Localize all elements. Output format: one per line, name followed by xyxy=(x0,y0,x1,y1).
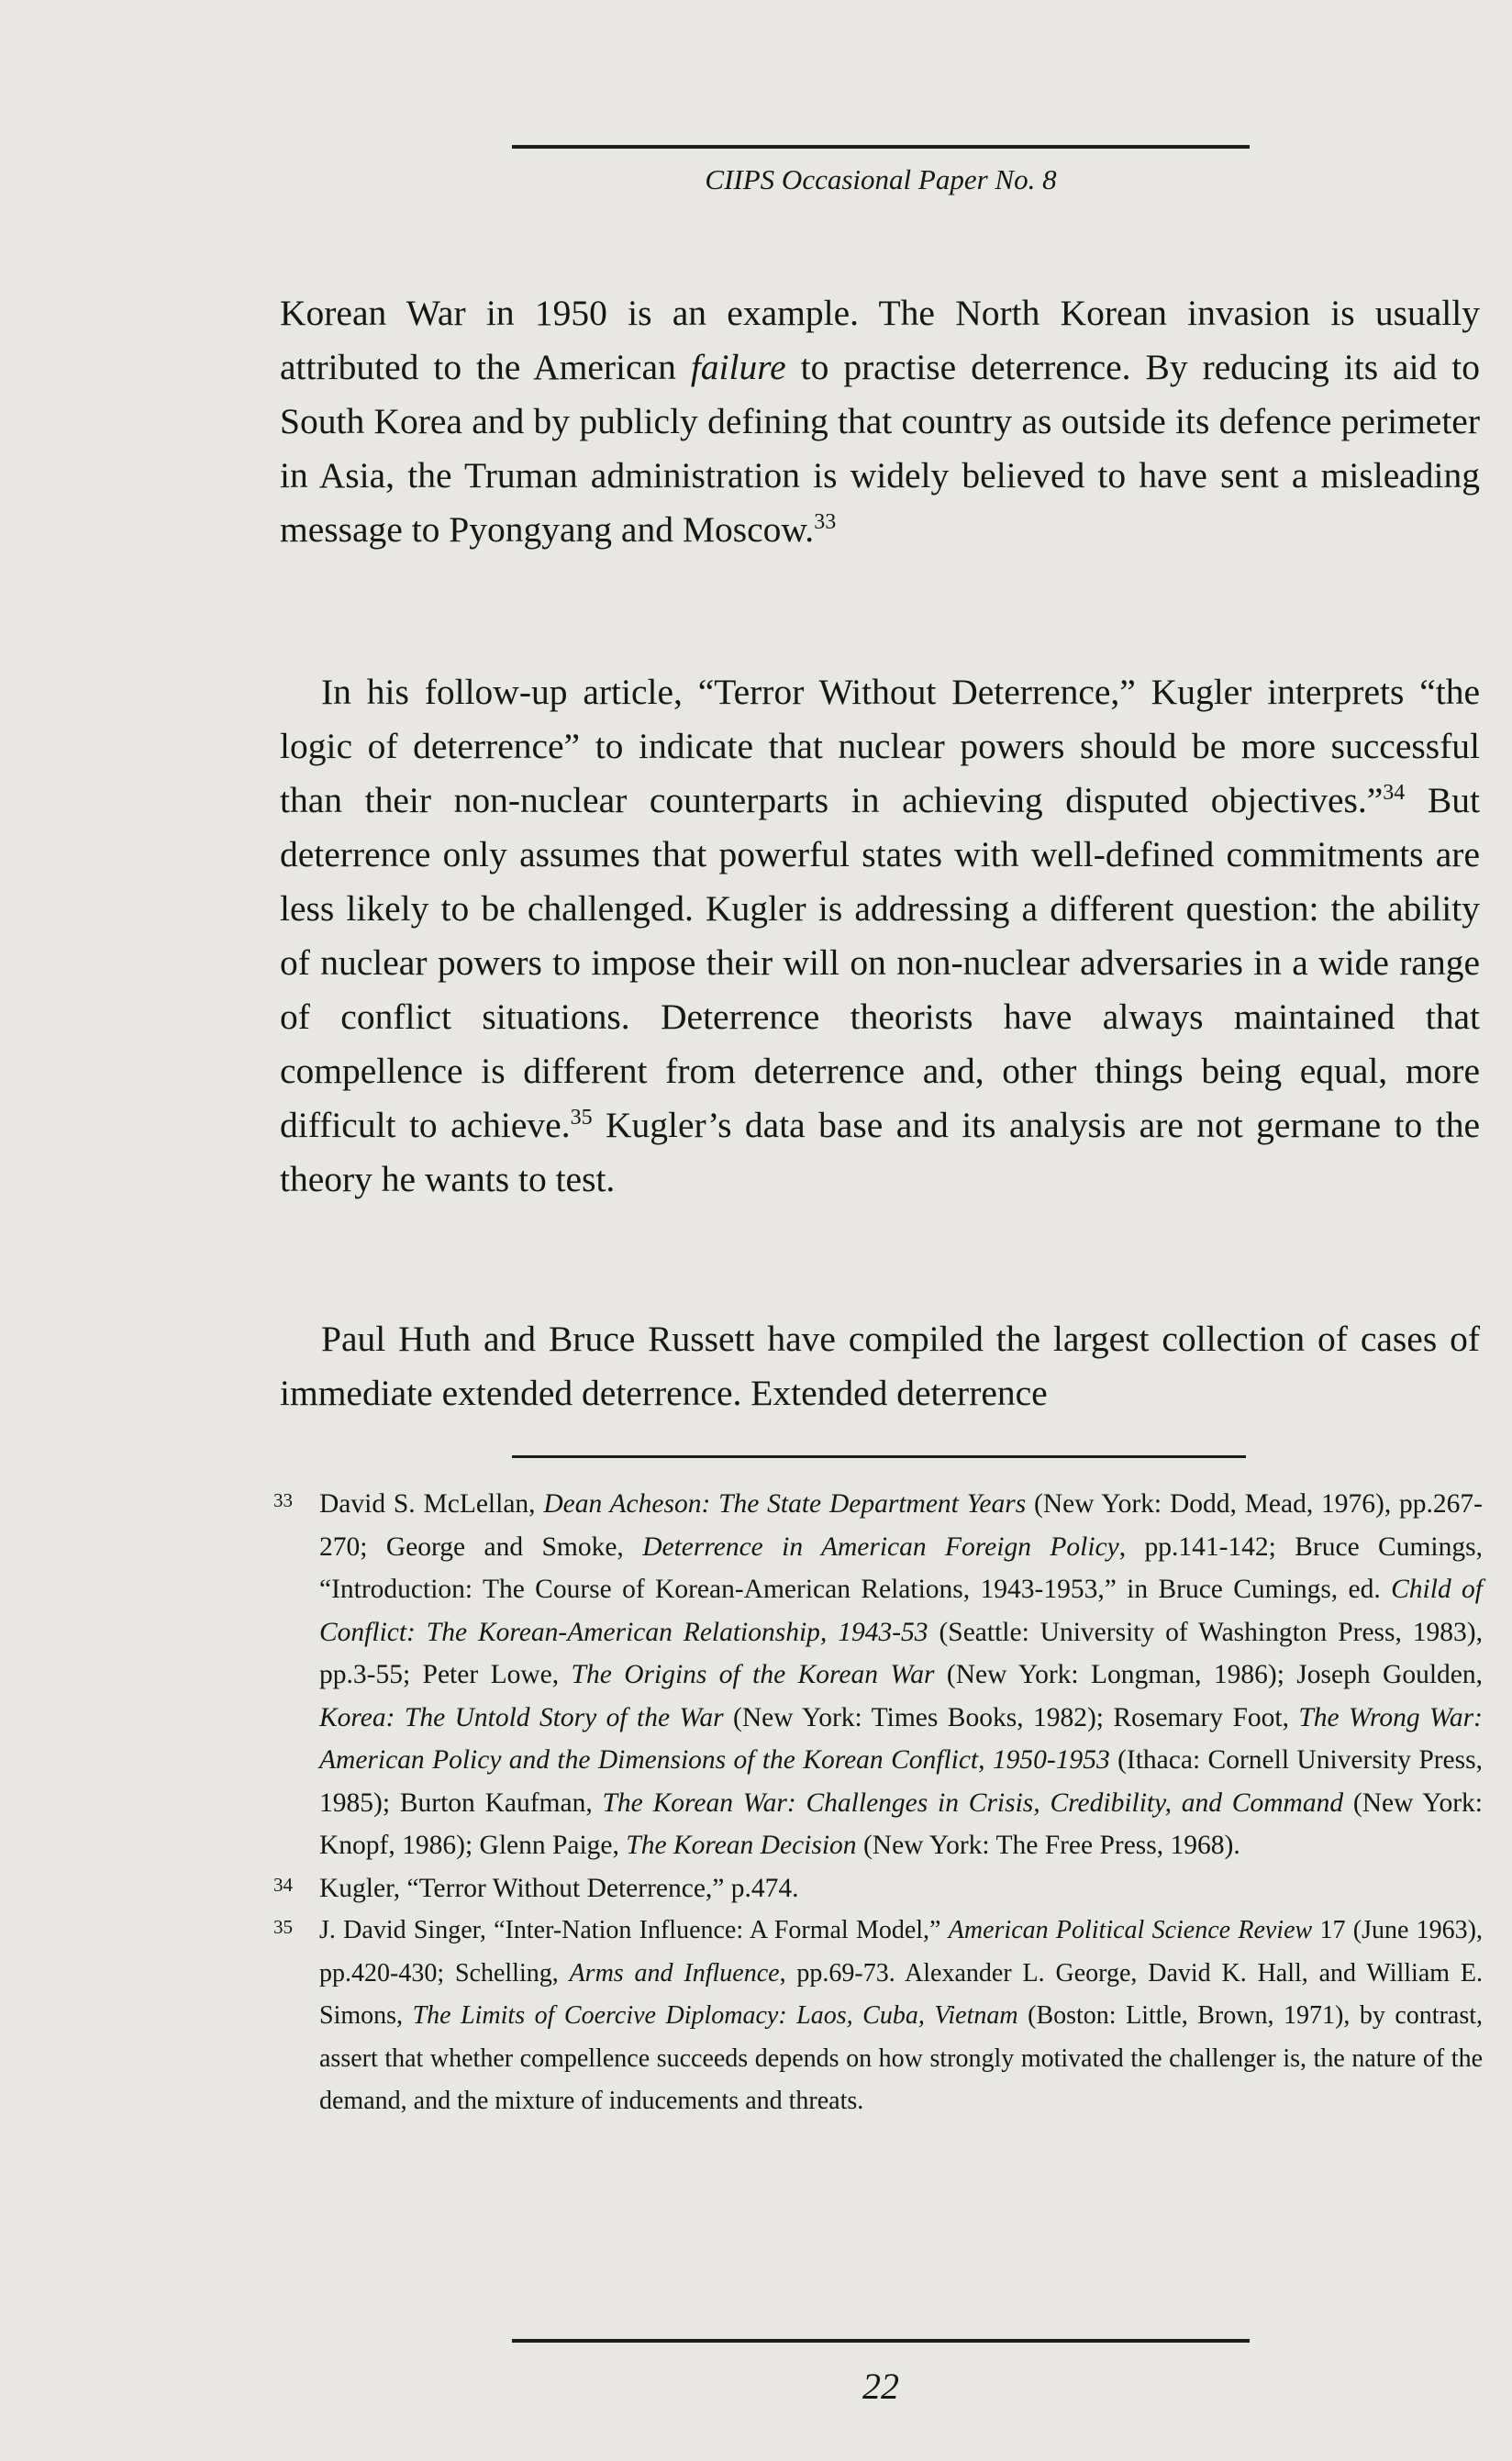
header-rule xyxy=(512,145,1250,149)
body-paragraph-3 xyxy=(280,1312,1480,1420)
footer-rule xyxy=(512,2339,1250,2343)
body-paragraph-1 xyxy=(280,286,1480,557)
paragraph-1-text-cont: to practise deterrence. By reducing its aid to South Korea and by publicly defining that country as outside its defence perimeter in Asia, the Truman administration is widely believed to have sent a misleading message to Pyongyang and Moscow. xyxy=(280,347,1481,550)
paragraph-2 xyxy=(280,665,1480,1207)
paragraph-2-text: In his follow-up article, “Terror Without Deterrence,” Kugler interprets “the logic of deterrence” to indicate that nuclear powers should be more successful than their non-nuclear counterparts in achieving disputed objectives.” xyxy=(280,672,1480,820)
footnote-34 xyxy=(273,1867,1483,1910)
footnote-ref-34[interactable]: 34 xyxy=(1383,781,1406,805)
footnote-33-text: David S. McLellan, Dean Acheson: The State Department Years (New York: Dodd, Mead, 1976), pp.267-270; George and Smoke, Deterrence in American Foreign Policy, pp.141-142; Bruce Cumings, “Introduction: The Course of Korean-American Relations, 1943-1953,” in Bruce Cumings, ed. Child of Conflict: The Korean-American Relationship, 1943-53 (Seattle: University of Washington Press, 1983), pp.3-55; Peter Lowe, The Origins of the Korean War (New York: Longman, 1986); Joseph Goulden, Korea: The Untold Story of the War (New York: Times Books, 1982); Rosemary Foot, The Wrong War: American Policy and the Dimensions of the Korean Conflict, 1950-1953 (Ithaca: Cornell University Press, 1985); Burton Kaufman, The Korean War: Challenges in Crisis, Credibility, and Command (New York: Knopf, 1986); Glenn Paige, The Korean Decision (New York: The Free Press, 1968). xyxy=(319,1489,1483,1860)
footnote-number: 33 xyxy=(273,1489,293,1511)
body-paragraph-2 xyxy=(280,665,1480,1207)
emphasis-failure: failure xyxy=(690,347,786,387)
footnote-ref-35[interactable]: 35 xyxy=(570,1106,593,1130)
footnote-rule xyxy=(512,1455,1246,1458)
footnote-number: 35 xyxy=(273,1916,293,1938)
footnote-number: 34 xyxy=(273,1873,293,1896)
footnote-34-text: Kugler, “Terror Without Deterrence,” p.474. xyxy=(319,1873,799,1903)
footnotes xyxy=(273,1483,1483,2123)
page-number: 22 xyxy=(862,2366,899,2407)
paragraph-2-text-cont: But deterrence only assumes that powerful states with well-defined commitments are less likely to be challenged. Kugler is addressing a different question: the ability of nuclear powers to impose their will on non-nuclear adversaries in a wide range of conflict situations. Deterrence theorists have always maintained that compellence is different from deterrence and, other things being equal, more difficult to achieve. xyxy=(280,780,1480,1145)
footnote-ref-33[interactable]: 33 xyxy=(814,510,837,534)
paragraph-1 xyxy=(280,286,1480,557)
footnote-35-text: J. David Singer, “Inter-Nation Influence: A Formal Model,” American Political Science Review 17 (June 1963), pp.420-430; Schelling, Arms and Influence, pp.69-73. Alexander L. George, David K. Hall, and William E. Simons, The Limits of Coercive Diplomacy: Laos, Cuba, Vietnam (Boston: Little, Brown, 1971), by contrast, assert that whether compellence succeeds depends on how strongly motivated the challenger is, the nature of the demand, and the mixture of inducements and threats. xyxy=(319,1916,1483,2115)
paragraph-2-text-end: Kugler’s data base and its analysis are not germane to the theory he wants to test. xyxy=(280,1105,1480,1199)
running-header: CIIPS Occasional Paper No. 8 xyxy=(705,163,1057,195)
footnote-33 xyxy=(273,1483,1483,1867)
footnote-35 xyxy=(273,1910,1483,2123)
paragraph-3: Paul Huth and Bruce Russett have compiled the largest collection of cases of immediate extended deterrence. Extended deterrence xyxy=(280,1319,1480,1413)
paragraph-1-text: Korean War in 1950 is an example. The North Korean invasion is usually attributed to the American xyxy=(280,293,1480,387)
